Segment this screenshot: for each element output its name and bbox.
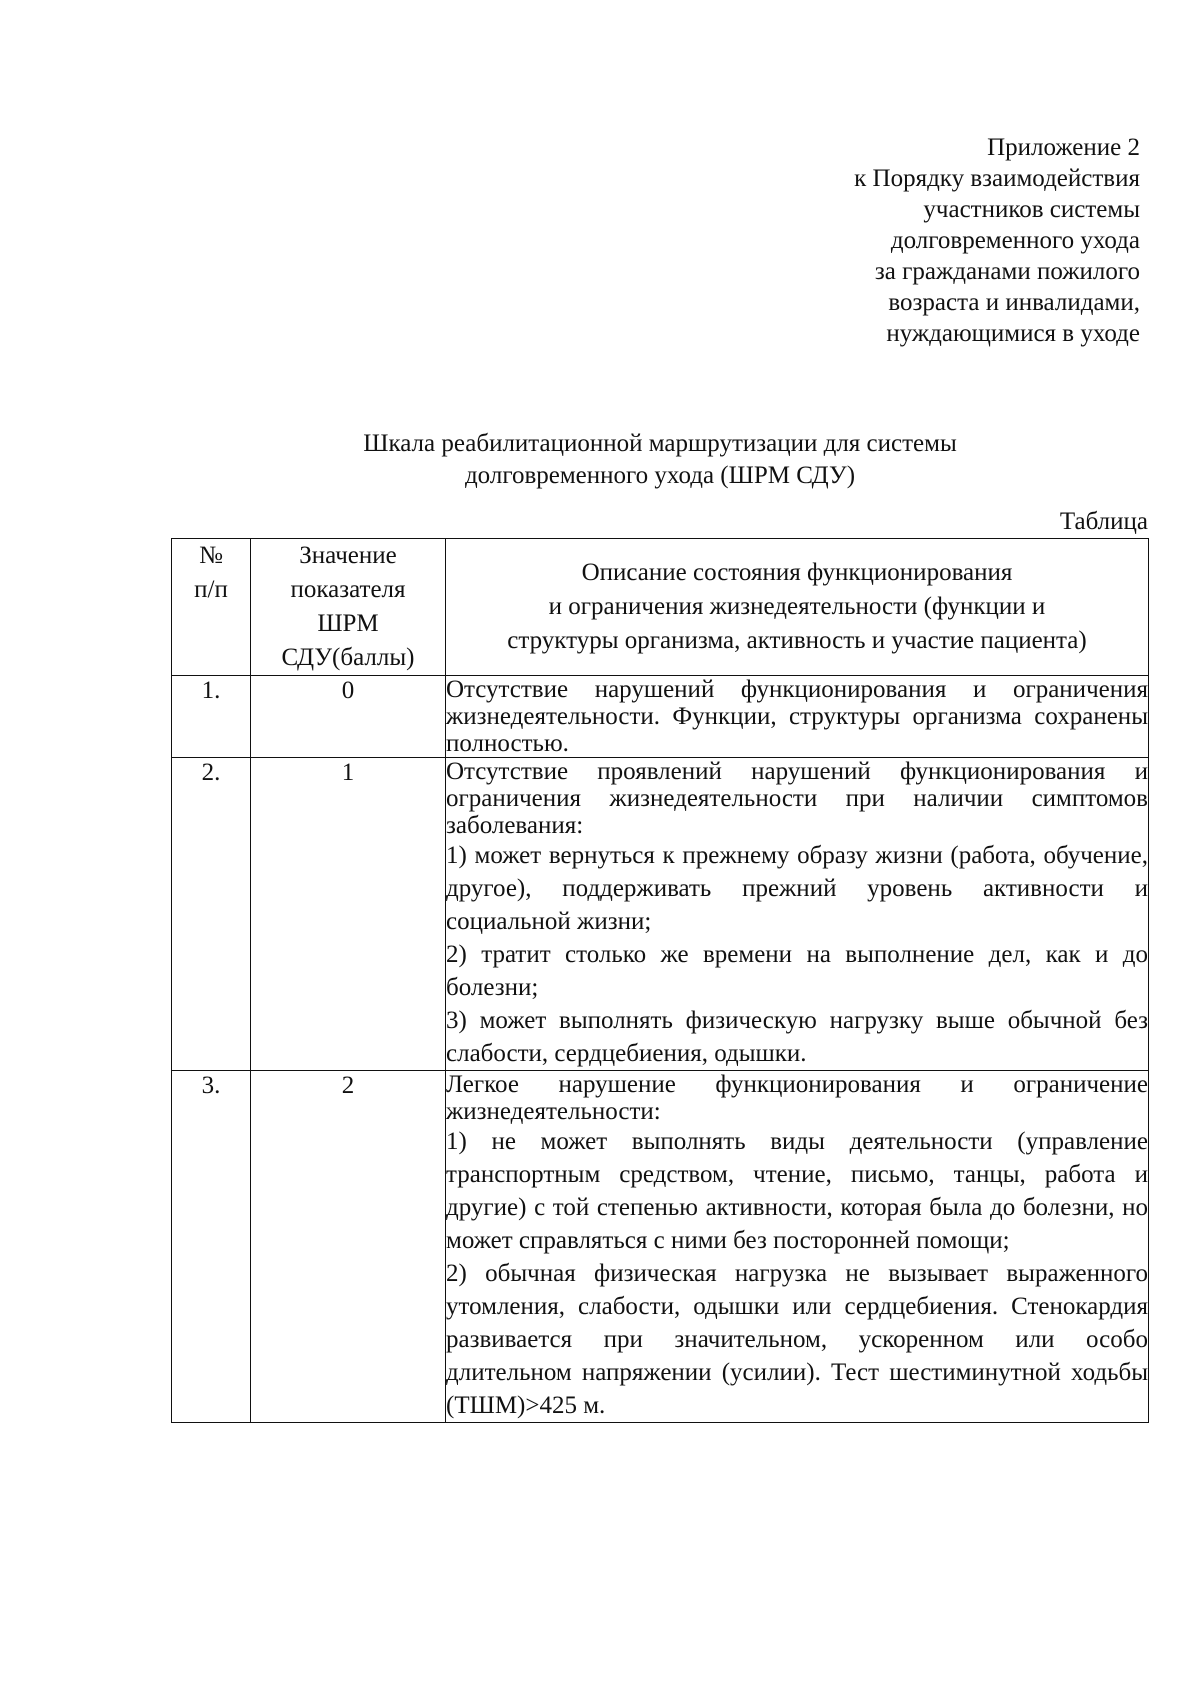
header-score-line: СДУ(баллы) xyxy=(281,644,415,671)
description-paragraph: Легкое нарушение функционирования и ограничение жизнедеятельности: xyxy=(446,1071,1148,1125)
appendix-line: за гражданами пожилого xyxy=(874,258,1140,285)
description-paragraph: 1) не может выполнять виды деятельности (управление транспортным средством, чтение, письмо, танцы, работа и другие) с той степенью активности, которая была до болезни, но может справляться с ними без посторонней помощи; xyxy=(446,1128,1148,1254)
row-description xyxy=(446,676,1149,758)
appendix-line: возраста и инвалидами, xyxy=(888,289,1140,316)
header-description-line: Описание состояния функционирования xyxy=(581,559,1013,586)
appendix-line: долговременного ухода xyxy=(890,227,1140,254)
header-description-line: структуры организма, активность и участие пациента) xyxy=(507,627,1087,654)
header-score-line: показателя xyxy=(290,576,406,603)
row-number: 1. xyxy=(172,676,251,758)
appendix-header xyxy=(620,132,1140,349)
appendix-line: участников системы xyxy=(923,196,1140,223)
description-paragraph: 2) тратит столько же времени на выполнение дел, как и до болезни; xyxy=(446,941,1148,1001)
description-paragraph: 3) может выполнять физическую нагрузку выше обычной без слабости, сердцебиения, одышки. xyxy=(446,1007,1148,1067)
table-row xyxy=(172,758,1149,1071)
title-line-2: долговременного ухода (ШРМ СДУ) xyxy=(464,462,856,489)
description-paragraph: 1) может вернуться к прежнему образу жизни (работа, обучение, другое), поддерживать прежний уровень активности и социальной жизни; xyxy=(446,842,1148,935)
header-number-line: п/п xyxy=(194,576,228,603)
description-paragraph: 2) обычная физическая нагрузка не вызывает выраженного утомления, слабости, одышки или сердцебиения. Стенокардия развивается при значительном, ускоренном или особо длительном напряжении (усилии). Тест шестиминутной ходьбы (ТШМ)>425 м. xyxy=(446,1260,1148,1419)
header-number xyxy=(172,539,251,676)
row-description xyxy=(446,758,1149,1071)
table-row xyxy=(172,1071,1149,1423)
header-description xyxy=(446,539,1149,676)
description-paragraph: Отсутствие нарушений функционирования и ограничения жизнедеятельности. Функции, структуры организма сохранены полностью. xyxy=(446,676,1148,757)
rehab-scale-table xyxy=(171,538,1149,1423)
row-score: 1 xyxy=(251,758,446,1071)
header-score-line: ШРМ xyxy=(317,610,379,637)
header-score xyxy=(251,539,446,676)
title-line-1: Шкала реабилитационной маршрутизации для системы xyxy=(363,430,957,457)
table-caption: Таблица xyxy=(1059,508,1148,535)
row-score: 2 xyxy=(251,1071,446,1423)
header-number-line: № xyxy=(199,542,223,569)
row-number: 3. xyxy=(172,1071,251,1423)
table-header-row xyxy=(172,539,1149,676)
row-score: 0 xyxy=(251,676,446,758)
appendix-line: нуждающимися в уходе xyxy=(886,320,1140,347)
appendix-line: к Порядку взаимодействия xyxy=(854,165,1140,192)
description-paragraph: Отсутствие проявлений нарушений функционирования и ограничения жизнедеятельности при наличии симптомов заболевания: xyxy=(446,758,1148,839)
table-row xyxy=(172,676,1149,758)
header-description-line: и ограничения жизнедеятельности (функции и xyxy=(548,593,1046,620)
row-description xyxy=(446,1071,1149,1423)
document-title xyxy=(300,428,1020,492)
appendix-line: Приложение 2 xyxy=(987,134,1140,161)
header-score-line: Значение xyxy=(299,542,397,569)
row-number: 2. xyxy=(172,758,251,1071)
